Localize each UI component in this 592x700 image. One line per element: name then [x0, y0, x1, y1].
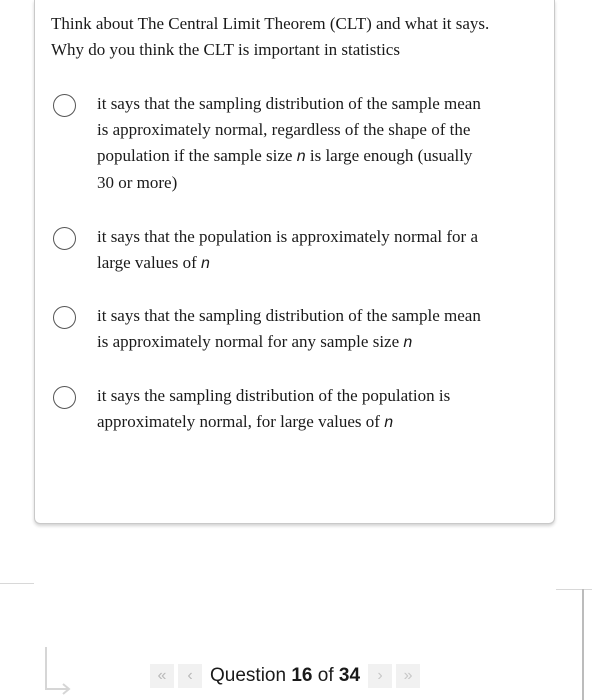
radio-button[interactable]	[53, 227, 76, 250]
answer-option-text	[97, 91, 517, 196]
next-question-button[interactable]: ›	[368, 664, 392, 688]
return-arrow-icon	[40, 645, 76, 695]
previous-question-button[interactable]: ‹	[178, 664, 202, 688]
first-question-button[interactable]: «	[150, 664, 174, 688]
option-text-segment: large values of	[97, 253, 202, 272]
current-question-number: 16	[291, 665, 313, 686]
radio-button[interactable]	[53, 306, 76, 329]
answer-option-text	[97, 224, 517, 277]
option-text-segment: approximately normal, for large values of	[97, 412, 385, 431]
option-line: it says that the population is approximately normal for a	[97, 227, 478, 246]
option-line: it says that the sampling distribution of the sample mean	[97, 94, 481, 113]
radio-button[interactable]	[53, 94, 76, 117]
option-line	[97, 143, 517, 170]
divider	[556, 589, 592, 590]
option-line: 30 or more)	[97, 173, 178, 192]
answer-option-2[interactable]	[53, 224, 533, 277]
answer-option-4[interactable]	[53, 383, 533, 436]
answer-option-1[interactable]	[53, 91, 533, 196]
answer-option-text	[97, 303, 517, 356]
option-line	[97, 329, 517, 356]
prompt-line: Think about The Central Limit Theorem (CLT) and what it says.	[51, 14, 490, 33]
variable-n: n	[296, 148, 306, 165]
prompt-line: Why do you think the CLT is important in statistics	[51, 40, 400, 59]
option-line	[97, 409, 517, 436]
question-counter-of: of	[312, 665, 339, 686]
answer-option-3[interactable]	[53, 303, 533, 356]
option-line	[97, 250, 517, 277]
option-text-segment: population if the sample size	[97, 146, 297, 165]
total-questions: 34	[338, 665, 361, 686]
last-question-button[interactable]: »	[396, 664, 420, 688]
question-counter	[210, 665, 360, 687]
radio-button[interactable]	[53, 386, 76, 409]
answer-option-text	[97, 383, 517, 436]
variable-n: n	[403, 334, 413, 351]
question-prompt	[51, 11, 541, 63]
option-text-segment: is approximately normal for any sample size	[97, 332, 404, 351]
option-line: it says the sampling distribution of the population is	[97, 386, 451, 405]
question-card	[34, 0, 555, 524]
variable-n: n	[384, 414, 394, 431]
question-pager	[150, 662, 420, 690]
variable-n: n	[201, 255, 210, 272]
option-line: is approximately normal, regardless of the shape of the	[97, 120, 471, 139]
divider	[0, 583, 34, 584]
question-counter-prefix: Question	[210, 665, 292, 686]
option-line: it says that the sampling distribution of the sample mean	[97, 306, 481, 325]
option-text-segment: is large enough (usually	[305, 146, 473, 165]
scrollbar-edge	[582, 589, 584, 700]
